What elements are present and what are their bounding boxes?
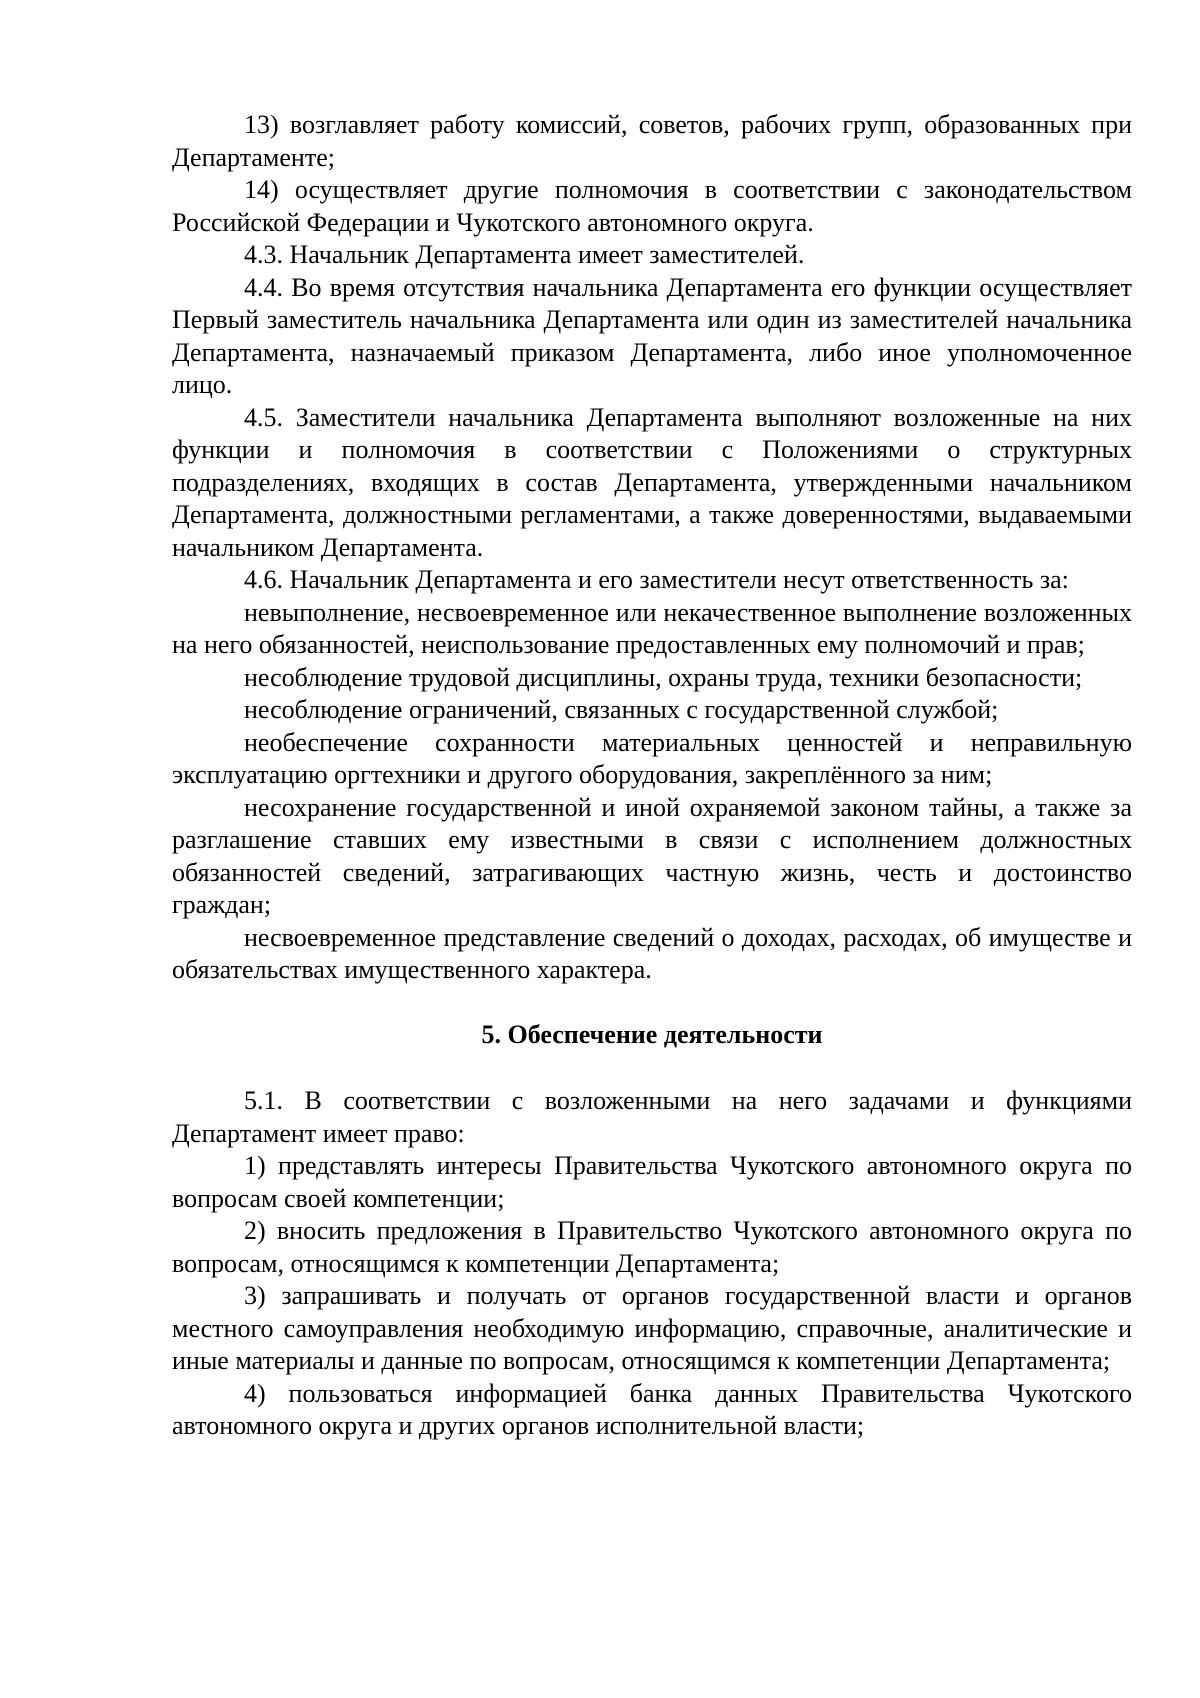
responsibility-item-2: несоблюдение трудовой дисциплины, охраны труда, техники безопасности;	[244, 662, 1083, 692]
responsibility-item-3: несоблюдение ограничений, связанных с государственной службой;	[244, 695, 999, 724]
paragraph-item-14: 14) осуществляет другие полномочия в соответствии с законодательством Российской Федерации и Чукотского автономного округа.	[172, 175, 1132, 237]
paragraph-4-4: 4.4. Во время отсутствия начальника Департамента его функции осуществляет Первый заместитель начальника Департамента или один из заместителей начальника Департамента, назначаемый приказом Департамента, либо иное уполномоченное лицо.	[172, 272, 1132, 399]
right-item-2: 2) вносить предложения в Правительство Чукотского автономного округа по вопросам, относящимся к компетенции Департамента;	[172, 1216, 1132, 1278]
section-heading: 5. Обеспечение деятельности	[481, 1019, 823, 1049]
document-page	[172, 109, 1132, 1443]
right-item-3: 3) запрашивать и получать от органов государственной власти и органов местного самоуправления необходимую информацию, справочные, аналитические и иные материалы и данные по вопросам, относящимся к компетенции Департамента;	[172, 1281, 1132, 1375]
responsibility-item-4: необеспечение сохранности материальных ценностей и неправильную эксплуатацию оргтехники и другого оборудования, закреплённого за ним;	[172, 727, 1132, 789]
paragraph-4-3: 4.3. Начальник Департамента имеет заместителей.	[244, 240, 805, 269]
right-item-1: 1) представлять интересы Правительства Чукотского автономного округа по вопросам своей компетенции;	[172, 1151, 1132, 1213]
paragraph-5-1: 5.1. В соответствии с возложенными на него задачами и функциями Департамент имеет право:	[172, 1086, 1132, 1148]
paragraph-4-5: 4.5. Заместители начальника Департамента выполняют возложенные на них функции и полномочия в соответствии с Положениями о структурных подразделениях, входящих в состав Департамента, утвержденными начальником Департамента, должностными регламентами, а также доверенностями, выдаваемыми начальником Департамента.	[172, 402, 1132, 562]
right-item-4: 4) пользоваться информацией банка данных Правительства Чукотского автономного округа и других органов исполнительной власти;	[172, 1378, 1132, 1440]
paragraph-item-13: 13) возглавляет работу комиссий, советов, рабочих групп, образованных при Департаменте;	[172, 110, 1132, 172]
responsibility-item-6: несвоевременное представление сведений о доходах, расходах, об имуществе и обязательствах имущественного характера.	[172, 922, 1132, 984]
responsibility-item-1: невыполнение, несвоевременное или некачественное выполнение возложенных на него обязанностей, неиспользование предоставленных ему полномочий и прав;	[172, 597, 1132, 659]
responsibility-item-5: несохранение государственной и иной охраняемой законом тайны, а также за разглашение ставших ему известными в связи с исполнением должностных обязанностей сведений, затрагивающих частную жизнь, честь и достоинство граждан;	[172, 792, 1132, 919]
paragraph-4-6: 4.6. Начальник Департамента и его заместители несут ответственность за:	[244, 565, 1069, 594]
